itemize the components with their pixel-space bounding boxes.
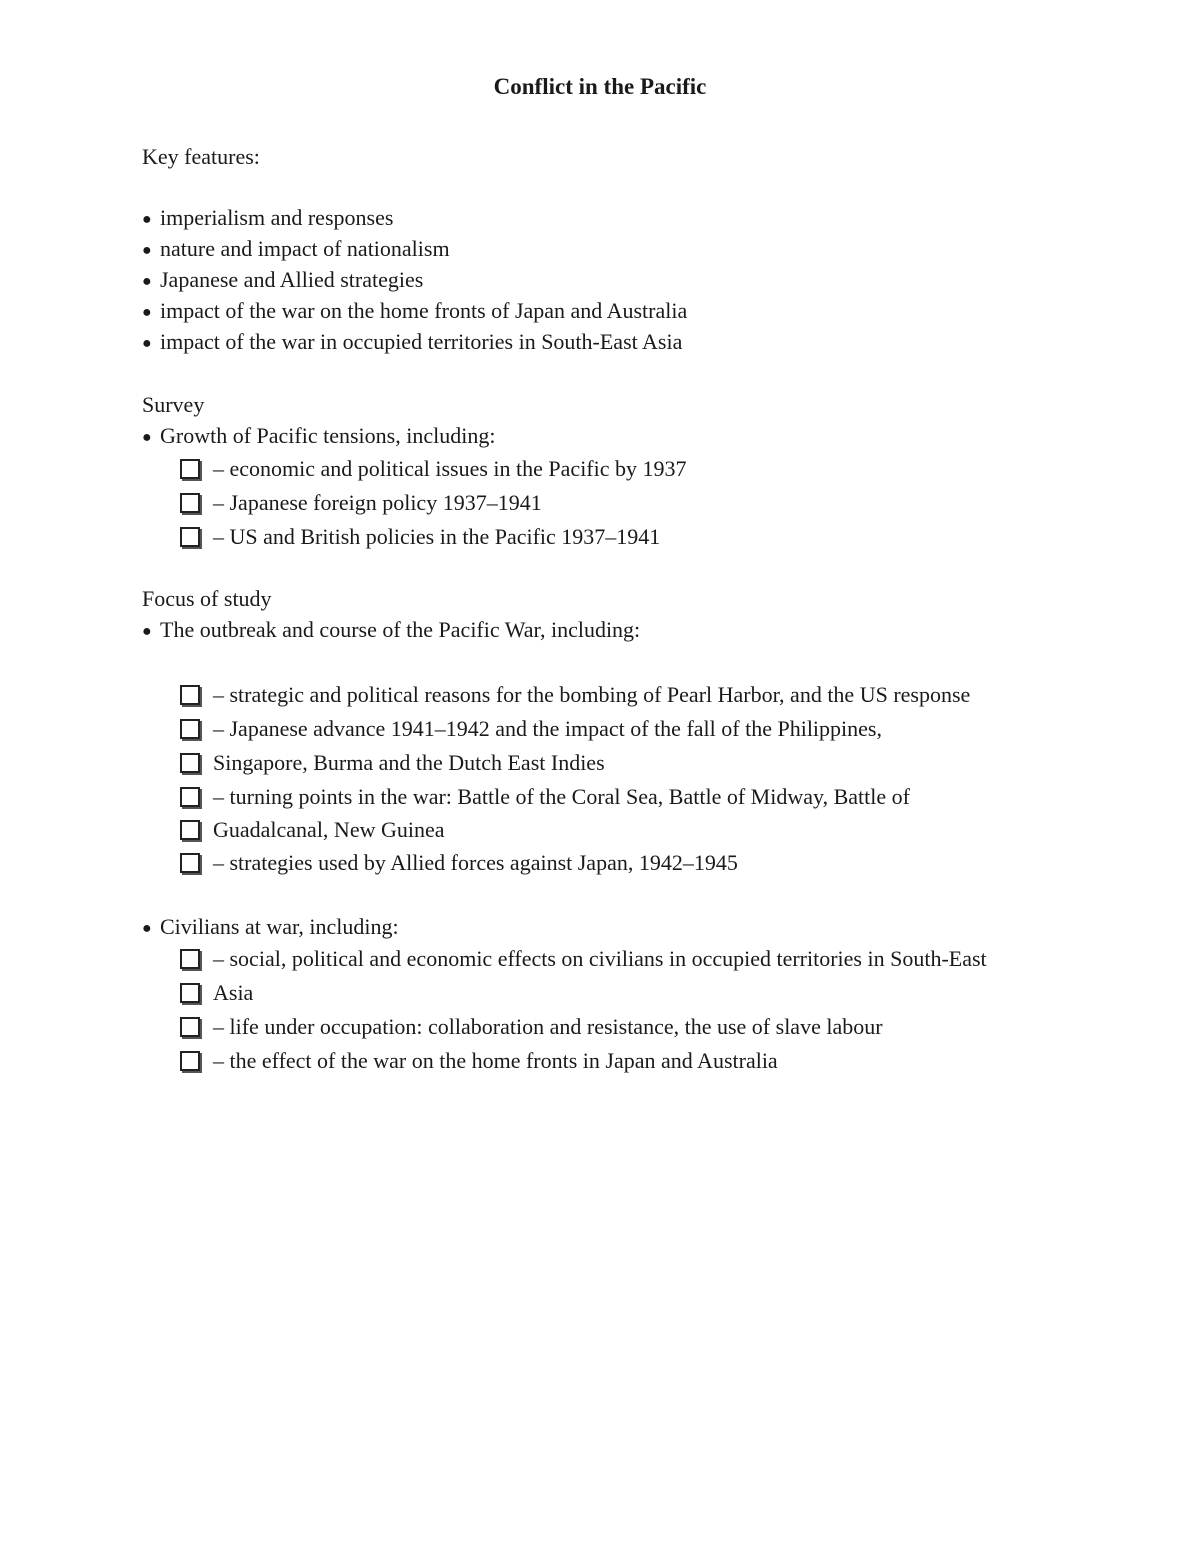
checkbox-icon (180, 685, 200, 705)
bullet-icon: ● (142, 623, 152, 640)
bullet-icon: ● (142, 273, 152, 290)
survey-heading: Survey (142, 392, 205, 417)
checkbox-icon (180, 853, 200, 873)
list-item-text: Growth of Pacific tensions, including: (160, 423, 496, 448)
checkbox-icon (180, 820, 200, 840)
list-item-text: impact of the war on the home fronts of Japan and Australia (160, 298, 688, 323)
bullet-icon: ● (142, 920, 152, 937)
bullet-icon: ● (142, 335, 152, 352)
survey-bullet (142, 421, 495, 453)
list-item-text: The outbreak and course of the Pacific War, including: (160, 617, 641, 642)
checklist-item-text: – turning points in the war: Battle of the Coral Sea, Battle of Midway, Battle of (213, 784, 910, 809)
bullet-icon: ● (142, 242, 152, 259)
list-item-text: impact of the war in occupied territories in South-East Asia (160, 329, 683, 354)
checklist-item (180, 680, 970, 710)
list-item-text: Civilians at war, including: (160, 914, 399, 939)
checkbox-icon (180, 753, 200, 773)
checklist-item-text: – strategic and political reasons for the bombing of Pearl Harbor, and the US response (213, 682, 971, 707)
checklist-item-text: – the effect of the war on the home fronts in Japan and Australia (213, 1048, 778, 1073)
checklist-item (180, 522, 660, 552)
key-features-heading: Key features: (142, 144, 260, 169)
checklist-item (180, 848, 738, 878)
checkbox-icon (180, 719, 200, 739)
checklist-item (180, 944, 987, 974)
checkbox-icon (180, 493, 200, 513)
checkbox-icon (180, 983, 200, 1003)
checklist-item (180, 748, 605, 778)
bullet-icon: ● (142, 304, 152, 321)
list-item-text: imperialism and responses (160, 205, 394, 230)
list-item (142, 234, 450, 266)
list-item (142, 296, 687, 328)
bullet-icon: ● (142, 429, 152, 446)
checklist-item (180, 978, 253, 1008)
checklist-item-text: – US and British policies in the Pacific 1937–1941 (213, 524, 661, 549)
list-item-text: nature and impact of nationalism (160, 236, 450, 261)
checklist-item (180, 454, 687, 484)
checklist-item (180, 1012, 883, 1042)
checklist-item-text: – Japanese foreign policy 1937–1941 (213, 490, 542, 515)
checklist-item-text: – social, political and economic effects on civilians in occupied territories in South-East (213, 946, 987, 971)
checkbox-icon (180, 1017, 200, 1037)
list-item (142, 203, 393, 235)
checkbox-icon (180, 459, 200, 479)
checkbox-icon (180, 527, 200, 547)
checkbox-icon (180, 787, 200, 807)
list-item (142, 327, 682, 359)
checklist-item-text: Guadalcanal, New Guinea (213, 817, 445, 842)
checkbox-icon (180, 949, 200, 969)
focus-heading: Focus of study (142, 586, 272, 611)
list-item-text: Japanese and Allied strategies (160, 267, 424, 292)
checklist-item-text: – economic and political issues in the Pacific by 1937 (213, 456, 687, 481)
checklist-item (180, 815, 445, 845)
checklist-item-text: – strategies used by Allied forces against Japan, 1942–1945 (213, 850, 738, 875)
civilians-bullet (142, 912, 399, 944)
checklist-item-text: – life under occupation: collaboration and resistance, the use of slave labour (213, 1014, 883, 1039)
checklist-item (180, 782, 910, 812)
list-item (142, 265, 423, 297)
checkbox-icon (180, 1051, 200, 1071)
checklist-item (180, 488, 542, 518)
bullet-icon: ● (142, 211, 152, 228)
focus-bullet (142, 615, 640, 647)
checklist-item (180, 1046, 778, 1076)
checklist-item (180, 714, 882, 744)
page-title: Conflict in the Pacific (493, 74, 707, 99)
checklist-item-text: Asia (213, 980, 254, 1005)
checklist-item-text: Singapore, Burma and the Dutch East Indies (213, 750, 605, 775)
checklist-item-text: – Japanese advance 1941–1942 and the impact of the fall of the Philippines, (213, 716, 882, 741)
